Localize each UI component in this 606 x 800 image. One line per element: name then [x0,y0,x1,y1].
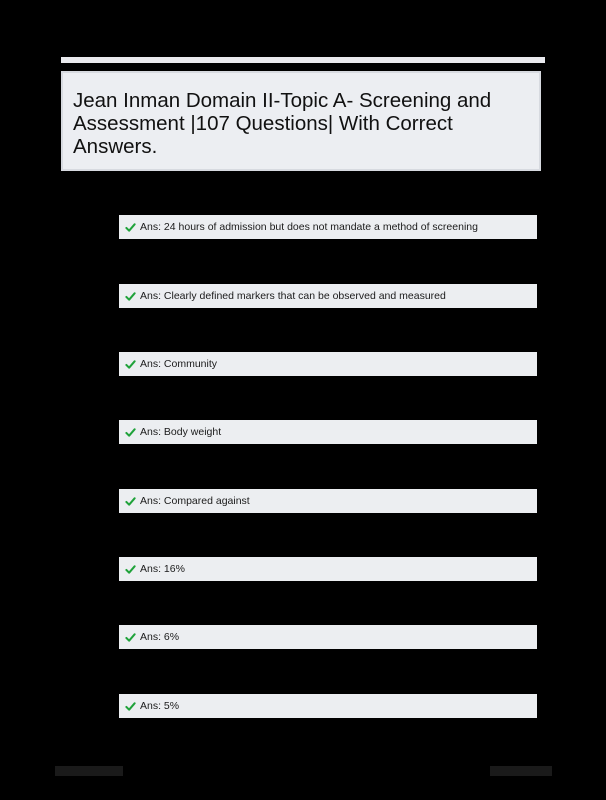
answer-item [119,352,537,376]
check-icon [125,632,136,643]
answer-text: Ans: 5% [140,700,180,712]
answer-text: Ans: 6% [140,631,180,643]
answer-text: Ans: 24 hours of admission but does not mandate a method of screening [140,221,478,233]
check-icon [125,564,136,575]
check-icon [125,427,136,438]
answer-item [119,420,537,444]
answer-item [119,694,537,718]
answer-item [119,284,537,308]
check-icon [125,701,136,712]
answer-item [119,625,537,649]
check-icon [125,222,136,233]
footer-site-name [55,766,123,776]
answer-item [119,489,537,513]
answer-item [119,215,537,239]
check-icon [125,291,136,302]
answer-item [119,557,537,581]
footer-page-number [490,766,552,776]
answer-text: Ans: Body weight [140,426,222,438]
answer-text: Ans: 16% [140,563,185,575]
check-icon [125,359,136,370]
answer-text: Ans: Community [140,358,218,370]
document-title: Jean Inman Domain II-Topic A- Screening and Assessment |107 Questions| With Correct Answers. [73,89,492,158]
top-divider [61,57,545,63]
title-box [61,71,541,171]
answer-text: Ans: Compared against [140,495,250,507]
check-icon [125,496,136,507]
answer-text: Ans: Clearly defined markers that can be observed and measured [140,290,446,302]
